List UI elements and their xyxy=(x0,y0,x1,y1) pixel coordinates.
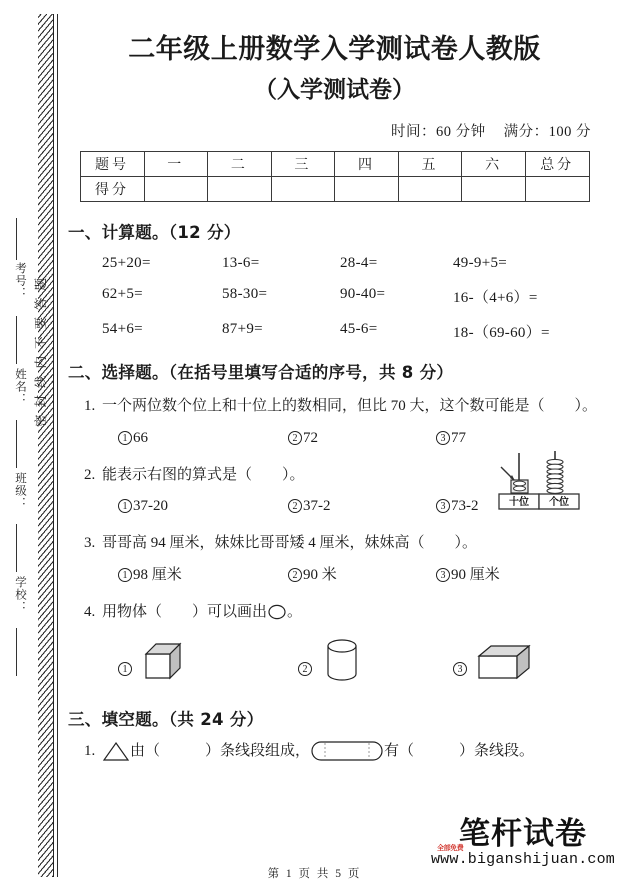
option-2-2-0-label: 37-20 xyxy=(133,498,168,515)
option-2-1-0[interactable] xyxy=(118,426,288,452)
option-2-3-0[interactable] xyxy=(118,563,288,589)
question-2-3-options xyxy=(84,563,601,589)
score-table-col-0: 一 xyxy=(144,151,208,176)
watermark-badge: 全部免费 xyxy=(436,844,464,852)
score-cell-6[interactable] xyxy=(525,176,589,201)
option-2-4-2[interactable] xyxy=(453,640,539,686)
info-rule-2 xyxy=(16,420,17,468)
calculation-grid xyxy=(102,255,572,342)
watermark xyxy=(430,816,615,868)
option-marker-icon: 3 xyxy=(453,662,467,676)
info-rule-3 xyxy=(16,524,17,572)
exam-duration: 时间：60 分钟 xyxy=(391,123,486,140)
section-2-title: 二、选择题。（在括号里填写合适的序号，共 8 分） xyxy=(68,362,454,382)
calc-item-0-3: 49-9+5= xyxy=(453,254,508,271)
score-table xyxy=(80,151,590,202)
question-2-2-number: 2. xyxy=(84,466,96,483)
option-marker-icon: 2 xyxy=(288,431,302,445)
page-subtitle: （入学测试卷） xyxy=(254,75,415,103)
option-marker-icon: 1 xyxy=(118,662,132,676)
cylinder-icon xyxy=(320,634,364,686)
score-cell-2[interactable] xyxy=(271,176,335,201)
question-2-4-text xyxy=(84,600,601,626)
option-2-1-0-label: 66 xyxy=(133,429,148,446)
score-table-col-4: 五 xyxy=(398,151,462,176)
score-table-col-6: 总分 xyxy=(525,151,589,176)
option-marker-icon: 2 xyxy=(288,568,302,582)
score-table-row-label-1: 得分 xyxy=(80,176,144,201)
question-2-1-number: 1. xyxy=(84,397,96,414)
calc-item-0-2: 28-4= xyxy=(340,254,378,271)
calc-item-2-1: 87+9= xyxy=(222,320,263,337)
score-cell-0[interactable] xyxy=(144,176,208,201)
option-2-4-1[interactable] xyxy=(298,634,453,686)
question-2-2-text: 能表示右图的算式是（ ）。 xyxy=(102,466,305,483)
calc-row-1 xyxy=(102,286,572,307)
option-2-3-1[interactable] xyxy=(288,563,436,589)
option-2-2-1-label: 37-2 xyxy=(303,498,331,515)
question-3-1-number: 1. xyxy=(84,742,96,759)
abacus-icon xyxy=(491,449,583,515)
option-marker-icon: 1 xyxy=(118,568,132,582)
score-table-col-1: 二 xyxy=(208,151,272,176)
question-2-4-text-before: 用物体（ ）可以画出 xyxy=(102,603,268,620)
table-row-header xyxy=(80,151,589,176)
calc-item-2-0: 54+6= xyxy=(102,320,143,337)
question-3-1-part2: 有（ ）条线段。 xyxy=(384,742,535,759)
info-rule-top xyxy=(16,218,17,260)
calc-item-2-2: 45-6= xyxy=(340,320,378,337)
score-table-col-5: 六 xyxy=(462,151,526,176)
score-table-col-2: 三 xyxy=(271,151,335,176)
question-3-1-part1: 由（ ）条线段组成， xyxy=(130,742,311,759)
info-rule-1 xyxy=(16,316,17,364)
calc-item-1-3: 16-（4+6）= xyxy=(453,289,538,306)
question-2-3 xyxy=(68,531,601,589)
question-2-1 xyxy=(68,394,601,452)
seal-line-rule xyxy=(57,14,58,877)
circle-icon xyxy=(267,604,287,620)
section-1-title: 一、计算题。（12 分） xyxy=(68,222,241,242)
score-table-row-label-0: 题号 xyxy=(80,151,144,176)
triangle-icon xyxy=(102,740,130,762)
option-2-1-2-label: 77 xyxy=(451,429,466,446)
info-label-class: 班级： xyxy=(14,472,26,510)
question-2-3-text: 哥哥高 94 厘米，妹妹比哥哥矮 4 厘米，妹妹高（ ）。 xyxy=(102,535,478,552)
question-2-4 xyxy=(68,600,601,686)
option-2-1-1-label: 72 xyxy=(303,429,318,446)
option-marker-icon: 2 xyxy=(288,499,302,513)
info-rule-bottom xyxy=(16,628,17,676)
info-label-exam-number: 考号： xyxy=(14,262,26,300)
seal-line-vertical-text: 密封线内不要答题 xyxy=(34,271,48,428)
question-2-4-number: 4. xyxy=(84,603,96,620)
info-label-school: 学校： xyxy=(14,576,26,614)
table-row-scores xyxy=(80,176,589,201)
calc-item-0-0: 25+20= xyxy=(102,254,151,271)
score-table-col-3: 四 xyxy=(335,151,399,176)
option-marker-icon: 1 xyxy=(118,499,132,513)
score-cell-3[interactable] xyxy=(335,176,399,201)
score-cell-5[interactable] xyxy=(462,176,526,201)
question-2-1-text: 一个两位数个位上和十位上的数相同，但比 70 大，这个数可能是（ ）。 xyxy=(102,397,598,414)
question-2-4-shape-options xyxy=(84,630,601,686)
option-marker-icon: 2 xyxy=(298,662,312,676)
exam-page xyxy=(60,0,629,891)
option-2-2-2-label: 73-2 xyxy=(451,498,479,515)
option-marker-icon: 1 xyxy=(118,431,132,445)
option-marker-icon: 3 xyxy=(436,568,450,582)
score-cell-1[interactable] xyxy=(208,176,272,201)
abacus-tens-label: 十位 xyxy=(509,496,529,508)
option-2-1-1[interactable] xyxy=(288,426,436,452)
option-2-3-2-label: 90 厘米 xyxy=(451,566,500,583)
question-2-2 xyxy=(68,463,601,521)
option-2-3-0-label: 98 厘米 xyxy=(133,566,182,583)
question-2-3-number: 3. xyxy=(84,535,96,552)
calc-row-0 xyxy=(102,255,572,272)
question-3-1 xyxy=(68,739,601,765)
score-cell-4[interactable] xyxy=(398,176,462,201)
watermark-url: www.biganshijuan.com xyxy=(430,851,615,868)
section-3-title: 三、填空题。（共 24 分） xyxy=(68,709,264,729)
option-2-3-2[interactable] xyxy=(436,563,556,589)
watermark-brand: 笔杆试卷 xyxy=(458,816,587,852)
calc-row-2 xyxy=(102,321,572,342)
option-marker-icon: 3 xyxy=(436,431,450,445)
page-title: 二年级上册数学入学测试卷人教版 xyxy=(128,34,541,65)
option-marker-icon: 3 xyxy=(436,499,450,513)
option-2-3-1-label: 90 米 xyxy=(303,566,337,583)
question-2-4-text-after: 。 xyxy=(287,603,303,620)
info-label-name: 姓名： xyxy=(14,368,26,406)
exam-total-score: 满分：100 分 xyxy=(503,123,591,140)
option-2-2-1[interactable] xyxy=(288,494,436,520)
calc-item-2-3: 18-（69-60）= xyxy=(453,324,550,341)
cuboid-icon xyxy=(475,640,539,686)
option-2-2-0[interactable] xyxy=(118,494,288,520)
question-3-1-text xyxy=(84,739,601,765)
calc-item-1-0: 62+5= xyxy=(102,285,143,302)
cube-icon xyxy=(140,638,190,686)
page-footer: 第 1 页 共 5 页 xyxy=(267,868,362,880)
exam-meta xyxy=(68,120,601,141)
stadium-shape-icon xyxy=(310,739,384,763)
calc-item-1-1: 58-30= xyxy=(222,285,268,302)
abacus-ones-label: 个位 xyxy=(549,496,569,508)
option-2-4-0[interactable] xyxy=(118,638,298,686)
calc-item-1-2: 90-40= xyxy=(340,285,386,302)
calc-item-0-1: 13-6= xyxy=(222,254,260,271)
